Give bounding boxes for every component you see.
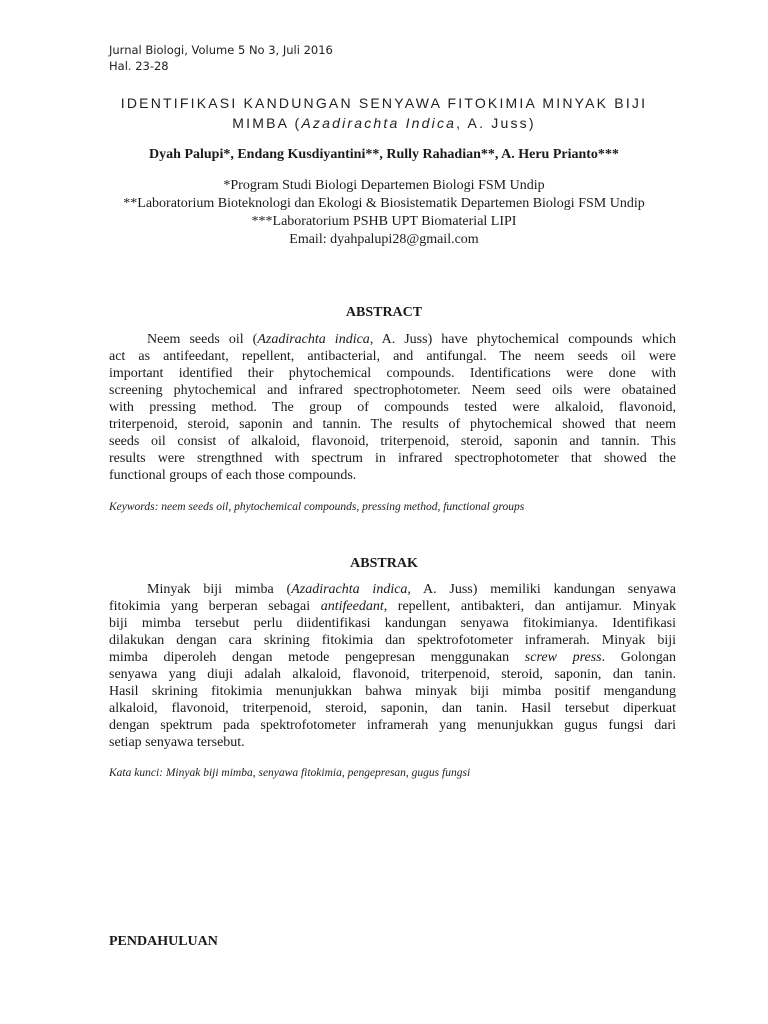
species-name: Azadirachta Indica xyxy=(301,115,457,131)
paper-title xyxy=(80,93,688,133)
abstrak-line: Hasil skrining fitokimia menunjukkan bahwa minyak biji mimba positif mengandung xyxy=(109,684,676,699)
abstrak-line: Minyak biji mimba (Azadirachta indica, A. Juss) memiliki kandungan senyawa xyxy=(147,582,676,597)
abstract-line: results were strengthned with spectrum in infrared spectrophotometer that showed the xyxy=(109,451,676,466)
section-heading: PENDAHULUAN xyxy=(109,934,218,949)
abstract-line: screening phytochemical and infrared spectrophotometer. Neem seed oils were obatained xyxy=(109,383,676,398)
abstrak-line: dilakukan dengan cara skrining fitokimia dan spektrofotometer inframerah. Minyak biji xyxy=(109,633,676,648)
page-range: Hal. 23-28 xyxy=(109,59,169,73)
abstrak-line: dengan spektrum pada spektrofotometer inframerah yang menunjukkan gugus fungsi dari xyxy=(109,718,676,733)
abstract-line: functional groups of each those compounds. xyxy=(109,468,357,483)
title-line-1: IDENTIFIKASI KANDUNGAN SENYAWA FITOKIMIA MINYAK BIJI xyxy=(120,95,648,111)
abstrak-line: fitokimia yang berperan sebagai antifeedant, repellent, antibakteri, dan antijamur. Minyak xyxy=(109,599,677,614)
abstrak-body xyxy=(109,581,676,751)
affiliation-3: ***Laboratorium PSHB UPT Biomaterial LIPI xyxy=(251,214,517,229)
keywords: Keywords: neem seeds oil, phytochemical compounds, pressing method, functional groups xyxy=(109,501,525,513)
author-list: Dyah Palupi*, Endang Kusdiyantini**, Rully Rahadian**, A. Heru Prianto*** xyxy=(149,147,619,162)
abstract-heading: ABSTRACT xyxy=(345,305,423,320)
title-line-2: MIMBA (Azadirachta Indica, A. Juss) xyxy=(232,115,536,131)
author-email: Email: dyahpalupi28@gmail.com xyxy=(289,232,479,247)
abstract-line: act as antifeedant, repellent, antibacterial, and antifungal. The neem seeds oil were xyxy=(109,349,676,364)
journal-citation: Jurnal Biologi, Volume 5 No 3, Juli 2016 xyxy=(109,43,333,57)
abstract-line: triterpenoid, steroid, saponin and tannin. The results of phytochemical showed that neem xyxy=(109,417,676,432)
abstrak-line: mimba diperoleh dengan metode pengepresan menggunakan screw press. Golongan xyxy=(109,650,677,665)
affiliations xyxy=(40,177,728,249)
abstract-line: seeds oil consist of alkaloid, flavonoid, triterpenoid, steroid, saponin and tannin. This xyxy=(109,434,676,449)
abstrak-line: setiap senyawa tersebut. xyxy=(109,735,245,750)
journal-header xyxy=(109,42,333,74)
abstract-body xyxy=(109,331,676,484)
abstract-line: with pressing method. The group of compounds tested were alkaloid, flavonoid, xyxy=(109,400,676,415)
abstrak-heading: ABSTRAK xyxy=(350,556,418,571)
abstract-line: Neem seeds oil (Azadirachta indica, A. Juss) have phytochemical compounds which xyxy=(147,332,677,347)
abstrak-line: senyawa yang diuji adalah alkaloid, flavonoid, triterpenoid, steroid, saponin, dan tanin. xyxy=(109,667,676,682)
abstrak-line: biji mimba tersebut perlu diidentifikasi kandungan senyawa fitokimianya. Identifikasi xyxy=(109,616,676,631)
affiliation-1: *Program Studi Biologi Departemen Biologi FSM Undip xyxy=(223,178,545,193)
affiliation-2: **Laboratorium Bioteknologi dan Ekologi & Biosistematik Departemen Biologi FSM Undip xyxy=(123,196,645,211)
abstrak-line: alkaloid, flavonoid, triterpenoid, steroid, saponin, dan tanin. Hasil tersebut diperkuat xyxy=(109,701,676,716)
kata-kunci: Kata kunci: Minyak biji mimba, senyawa fitokimia, pengepresan, gugus fungsi xyxy=(109,767,471,779)
abstract-line: important identified their phytochemical compounds. Identifications were done with xyxy=(109,366,676,381)
